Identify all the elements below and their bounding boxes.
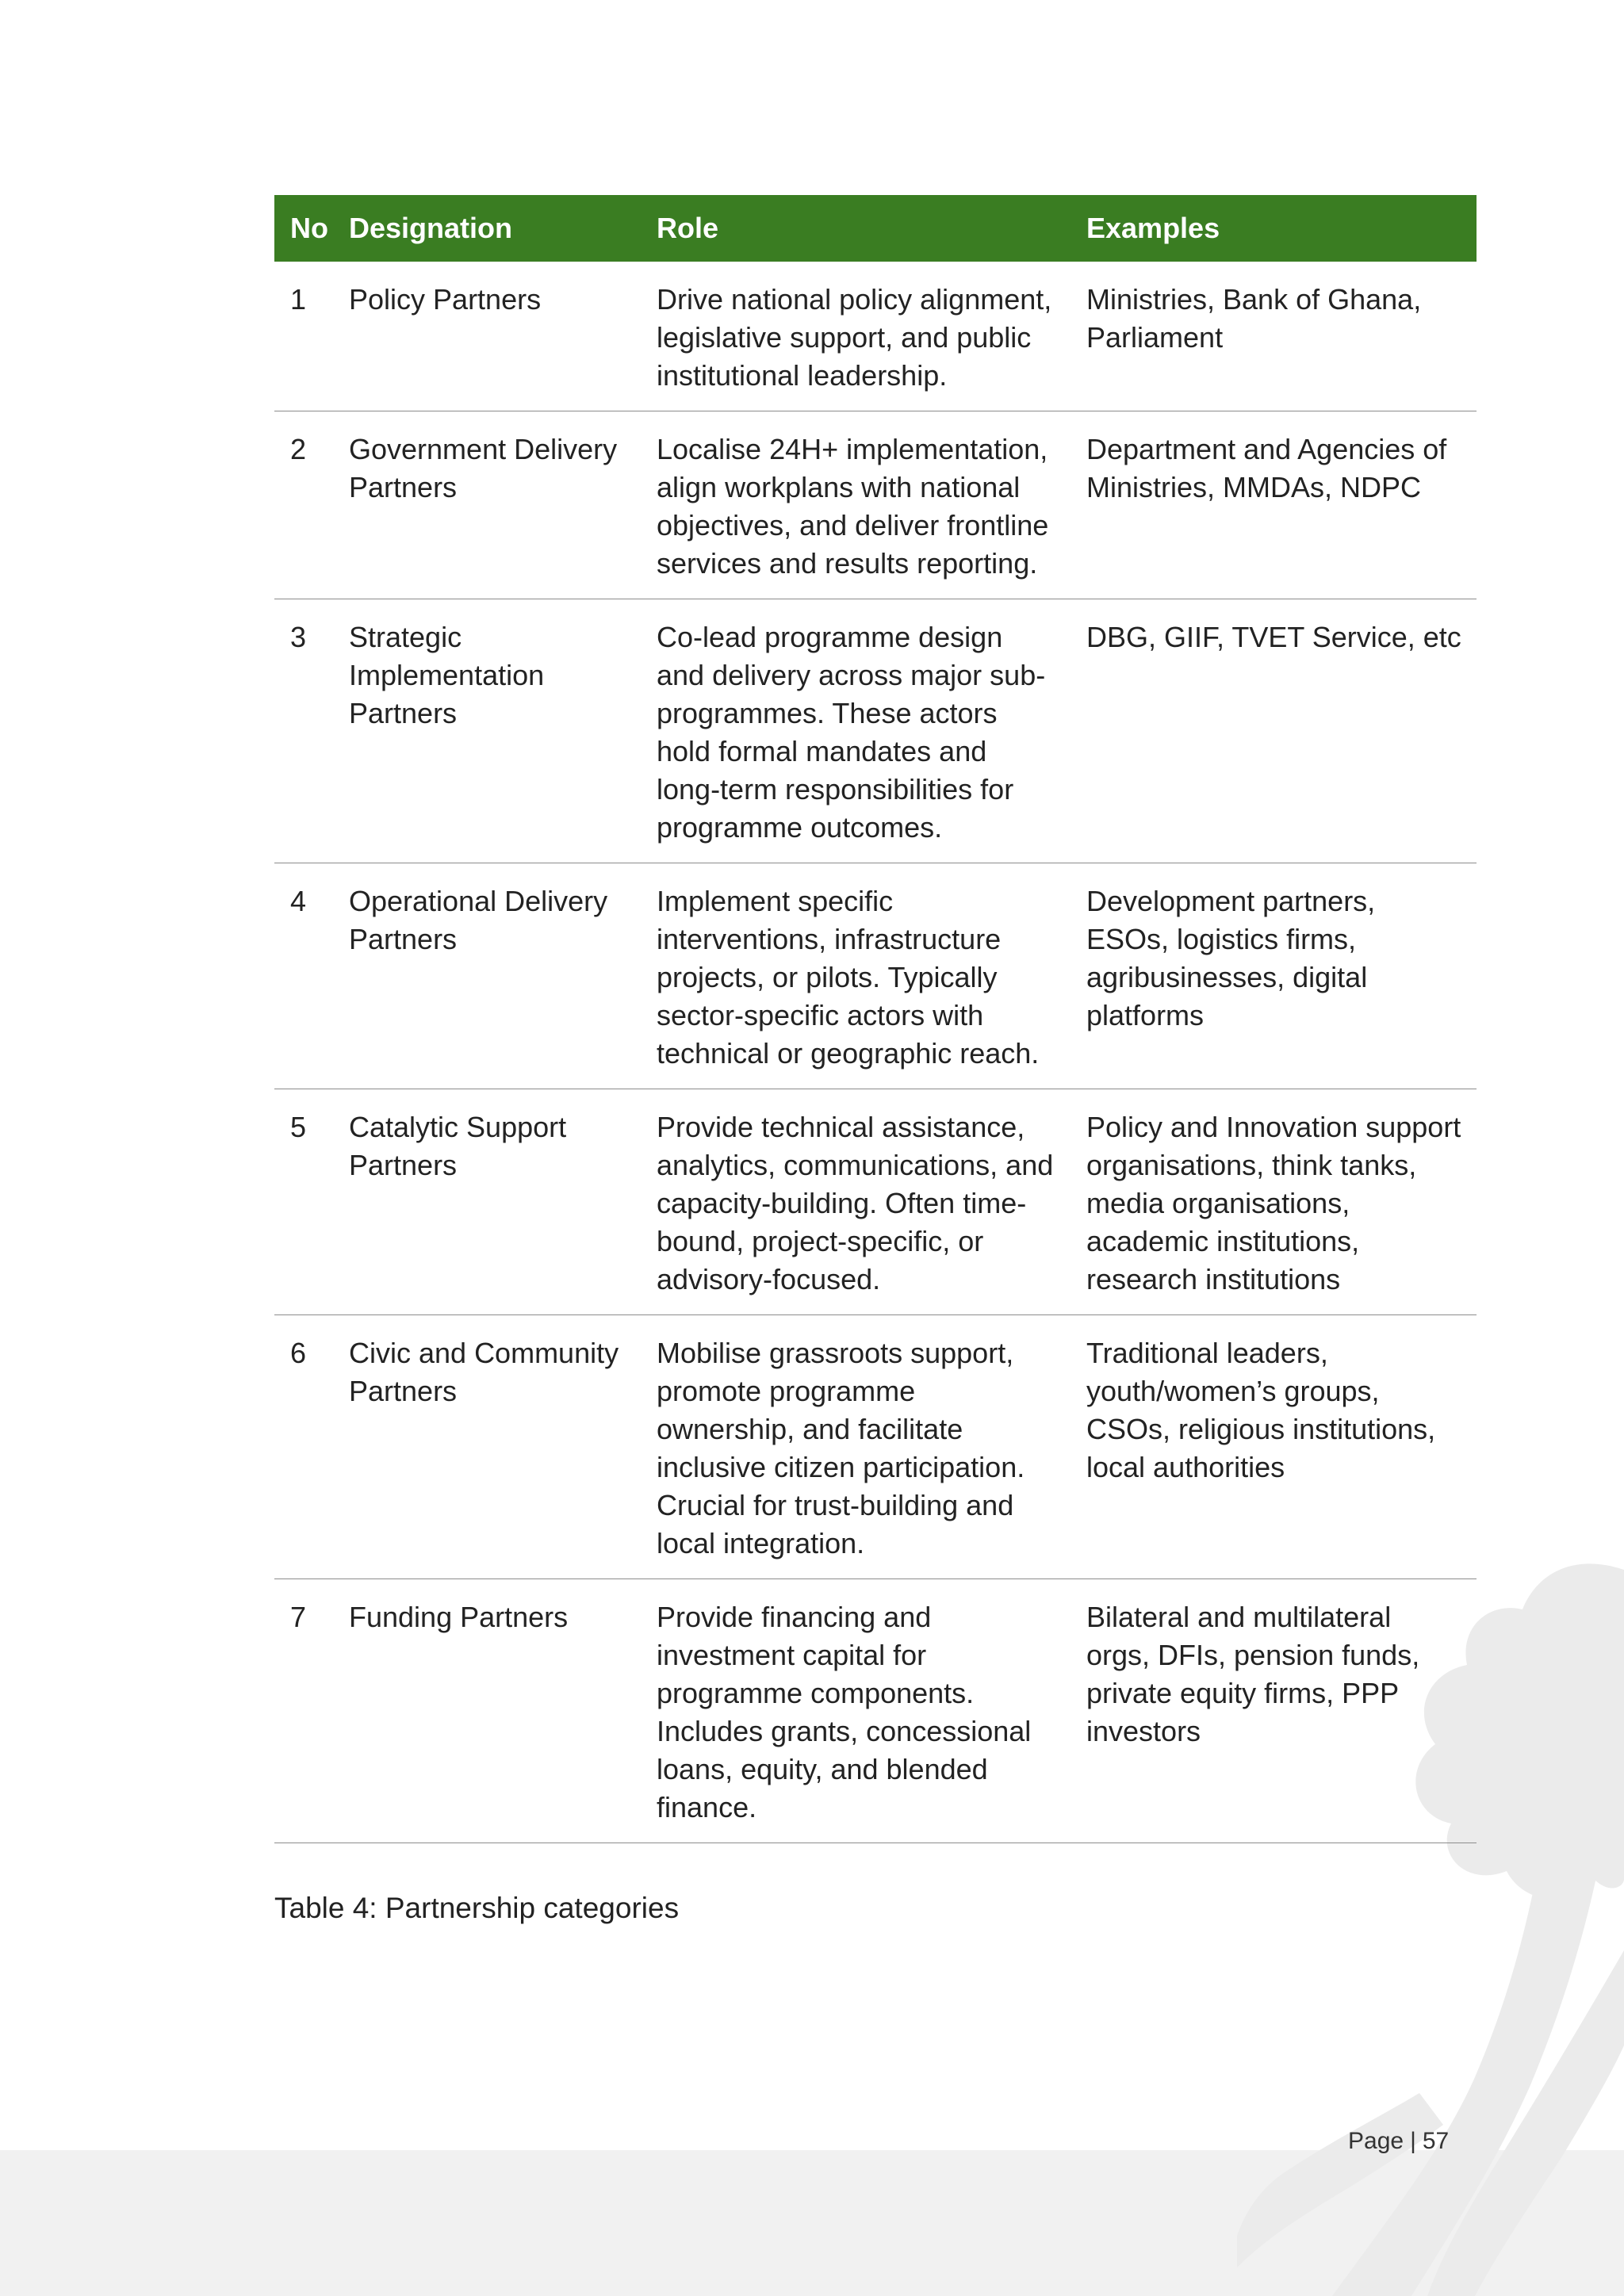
table-header-row [274, 195, 1477, 262]
page-number [1348, 2128, 1449, 2155]
row-role: Co-lead programme design and delivery across major sub-programmes. These actors hold formal mandates and long-term responsibilities for programme outcomes. [642, 599, 1072, 863]
row-number: 3 [274, 599, 335, 863]
row-number: 5 [274, 1089, 335, 1315]
row-examples: Bilateral and multilateral orgs, DFIs, pension funds, private equity firms, PPP investors [1072, 1579, 1477, 1843]
row-role: Drive national policy alignment, legislative support, and public institutional leadership. [642, 262, 1072, 411]
row-examples: Policy and Innovation support organisations, think tanks, media organisations, academic institutions, research institutions [1072, 1089, 1477, 1315]
row-number: 4 [274, 863, 335, 1089]
row-examples: Traditional leaders, youth/women’s groups, CSOs, religious institutions, local authorities [1072, 1315, 1477, 1579]
partnership-table [274, 195, 1477, 1843]
row-examples: DBG, GIIF, TVET Service, etc [1072, 599, 1477, 863]
row-role: Provide financing and investment capital for programme components. Includes grants, concessional loans, equity, and blended finance. [642, 1579, 1072, 1843]
row-designation: Policy Partners [335, 262, 642, 411]
header-examples: Examples [1072, 195, 1477, 262]
table-row [274, 1579, 1477, 1843]
row-examples: Development partners, ESOs, logistics firms, agribusinesses, digital platforms [1072, 863, 1477, 1089]
row-examples: Ministries, Bank of Ghana, Parliament [1072, 262, 1477, 411]
table-row [274, 1089, 1477, 1315]
row-number: 2 [274, 411, 335, 599]
header-role: Role [642, 195, 1072, 262]
table-row [274, 1315, 1477, 1579]
row-number: 6 [274, 1315, 335, 1579]
row-designation: Operational Delivery Partners [335, 863, 642, 1089]
row-designation: Strategic Implementation Partners [335, 599, 642, 863]
row-designation: Government Delivery Partners [335, 411, 642, 599]
page-separator: | [1410, 2128, 1416, 2154]
row-number: 7 [274, 1579, 335, 1843]
row-role: Localise 24H+ implementation, align workplans with national objectives, and deliver frontline services and results reporting. [642, 411, 1072, 599]
table-row [274, 599, 1477, 863]
row-designation: Catalytic Support Partners [335, 1089, 642, 1315]
row-role: Provide technical assistance, analytics, communications, and capacity-building. Often time-bound, project-specific, or advisory-focused. [642, 1089, 1072, 1315]
row-role: Mobilise grassroots support, promote programme ownership, and facilitate inclusive citizen participation. Crucial for trust-building and local integration. [642, 1315, 1072, 1579]
row-examples: Department and Agencies of Ministries, MMDAs, NDPC [1072, 411, 1477, 599]
row-number: 1 [274, 262, 335, 411]
row-role: Implement specific interventions, infrastructure projects, or pilots. Typically sector-specific actors with technical or geographic reach. [642, 863, 1072, 1089]
row-designation: Civic and Community Partners [335, 1315, 642, 1579]
page-label: Page [1348, 2128, 1404, 2154]
row-designation: Funding Partners [335, 1579, 642, 1843]
table-row [274, 262, 1477, 411]
table-caption: Table 4: Partnership categories [274, 1892, 680, 1924]
table-row [274, 863, 1477, 1089]
page-number-value: 57 [1422, 2128, 1450, 2154]
header-designation: Designation [335, 195, 642, 262]
header-no: No [274, 195, 335, 262]
table-row [274, 411, 1477, 599]
